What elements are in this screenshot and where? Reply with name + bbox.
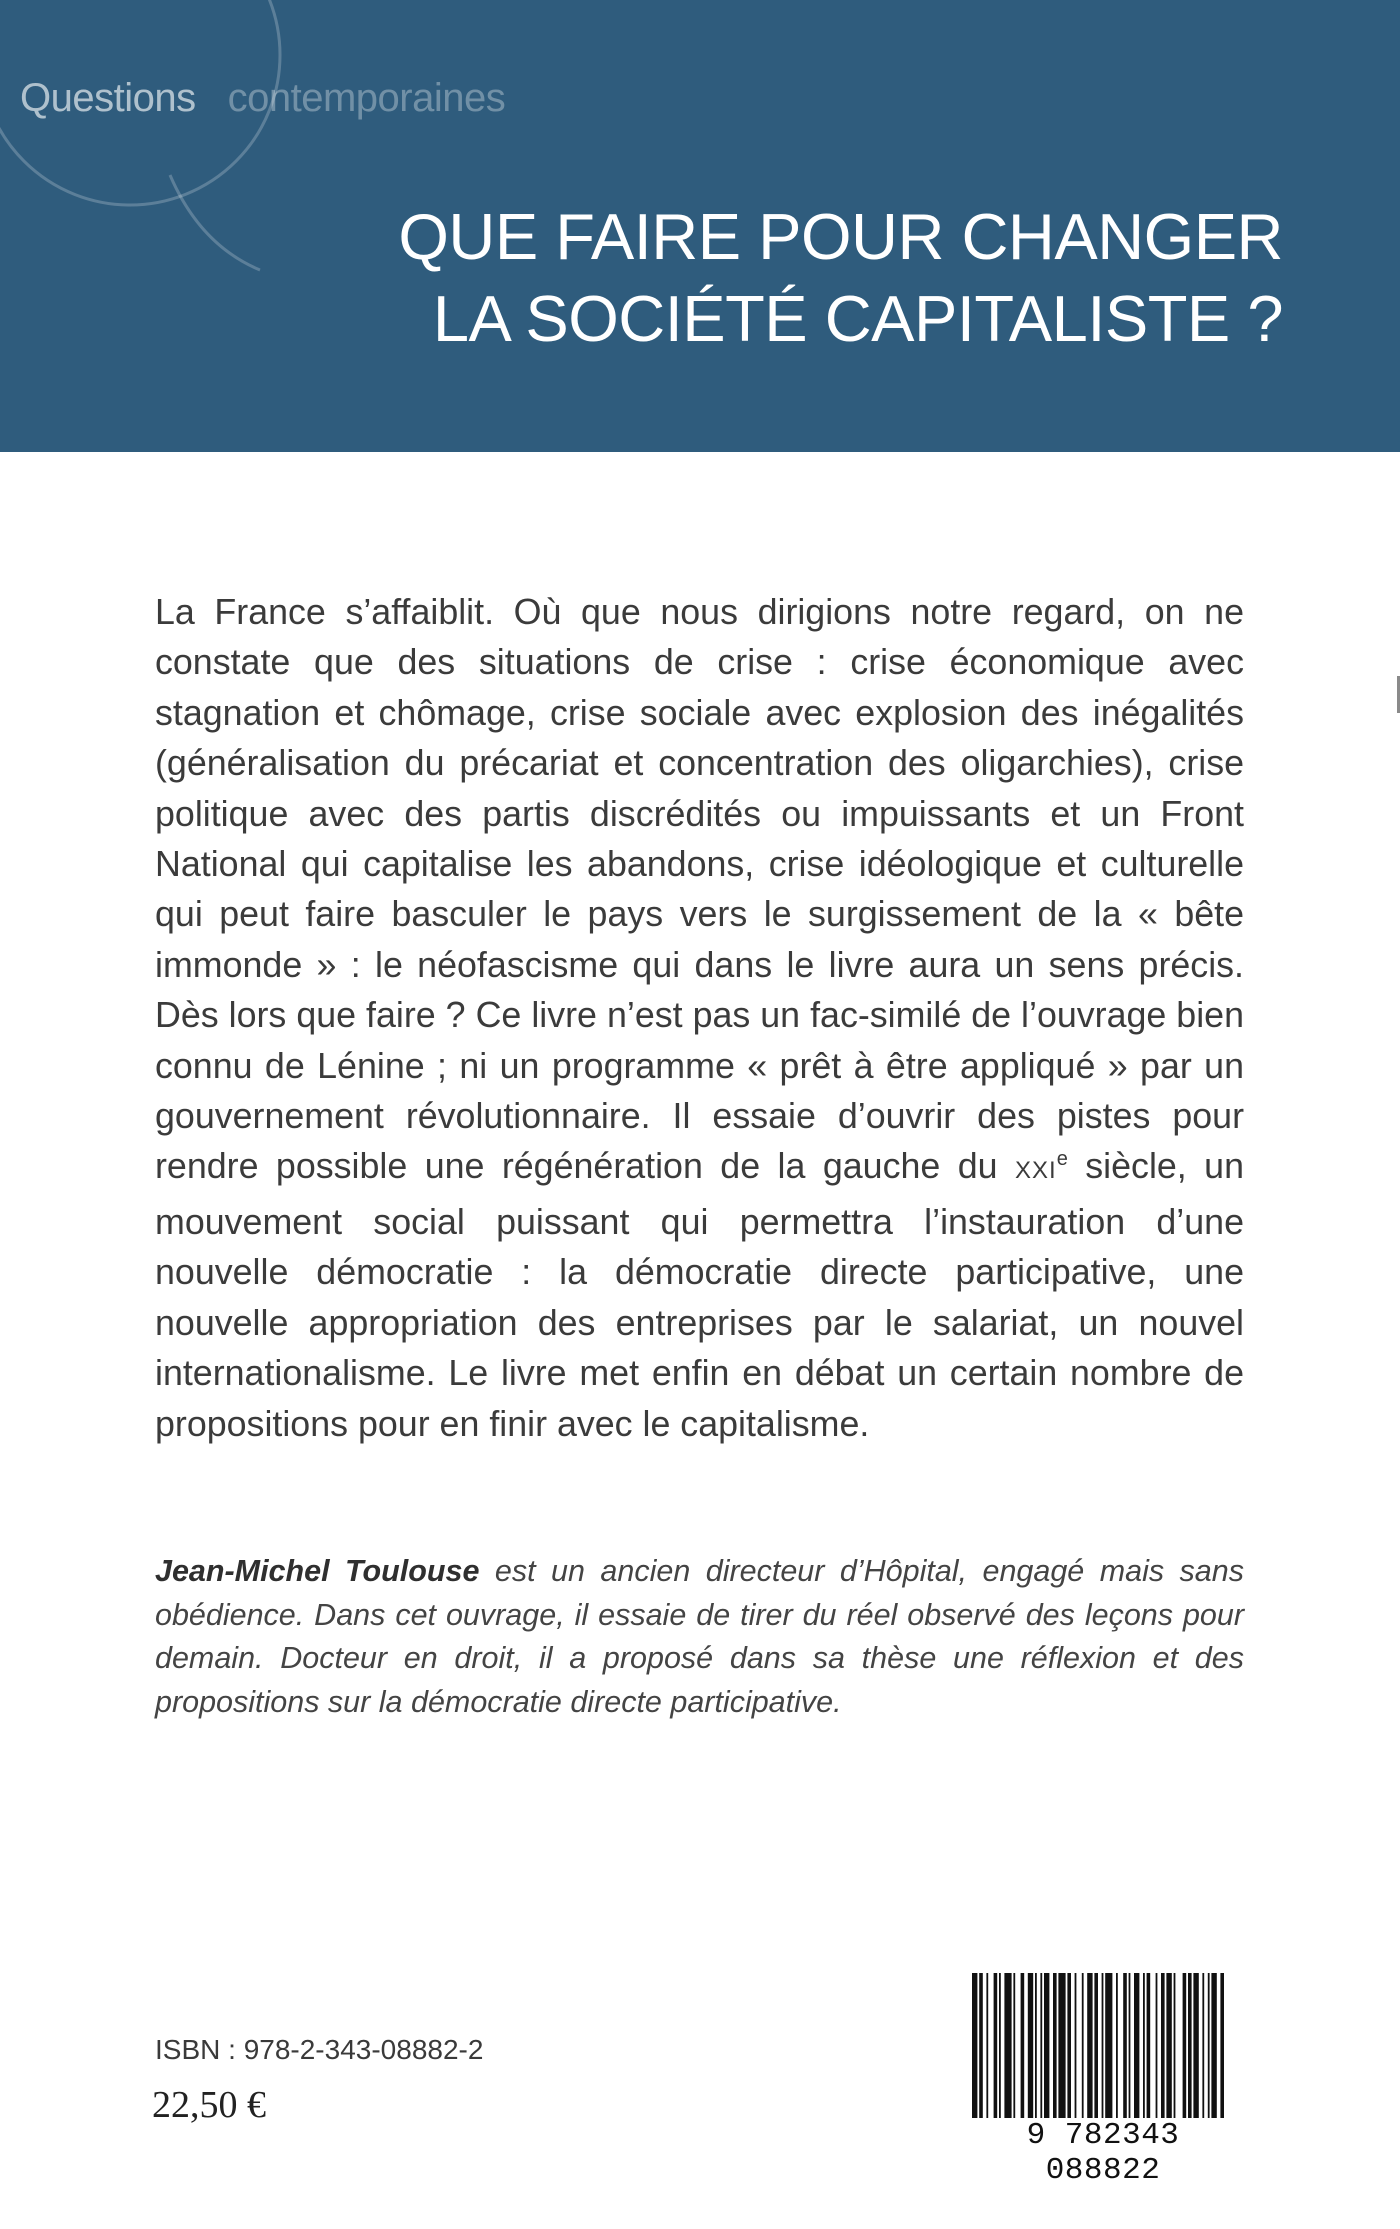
- isbn: ISBN : 978-2-343-08882-2: [155, 2034, 484, 2065]
- author-bio: [155, 1550, 1244, 1724]
- q-logo-icon: [0, 0, 300, 285]
- price: 22,50 €: [152, 2084, 266, 2126]
- summary-text-part-1: La France s’affaiblit. Où que nous dirigions notre regard, on ne constate que des situations de crise : crise économique avec stagnation et chômage, crise sociale avec explosion des inégalités (généralisation du précariat et concentration des oligarchies), crise politique avec des partis discrédités ou impuissants et un Front National qui capitalise les abandons, crise idéologique et culturelle qui peut faire basculer le pays vers le surgissement de la « bête immonde » : le néofascisme qui dans le livre aura un sens précis. Dès lors que faire ? Ce livre n’est pas un fac-similé de l’ouvrage bien connu de Lénine ; ni un programme « prêt à être appliqué » par un gouvernement révolutionnaire. Il essaie d’ouvrir des pistes pour rendre possible une régénération de la gauche du: [155, 592, 1244, 1187]
- century-suffix: e: [1056, 1148, 1068, 1171]
- series-word-questions: Questions: [20, 76, 196, 120]
- author-name: Jean-Michel Toulouse: [155, 1554, 480, 1588]
- author-bio-text: est un ancien directeur d’Hôpital, engagé mais sans obédience. Dans cet ouvrage, il essaie de tirer du réel observé des leçons pour demain. Docteur en droit, il a proposé dans sa thèse une réflexion et des propositions sur la démocratie directe participative.: [155, 1554, 1244, 1719]
- series-name: [20, 76, 505, 121]
- cover-header-band: [0, 0, 1400, 452]
- summary-text-part-2: siècle, un mouvement social puissant qui permettra l’instauration d’une nouvelle démocratie : la démocratie directe participative, une nouvelle appropriation des entreprises par le salariat, un nouvel internationalisme. Le livre met enfin en débat un certain nombre de propositions pour en finir avec le capitalisme.: [155, 1146, 1245, 1444]
- book-title: [398, 196, 1283, 360]
- century-numeral: XXI: [1015, 1157, 1057, 1185]
- book-title-line-1: QUE FAIRE POUR CHANGER: [398, 200, 1283, 273]
- book-summary: [155, 587, 1244, 1449]
- book-title-line-2: LA SOCIÉTÉ CAPITALISTE ?: [432, 282, 1283, 355]
- barcode-digits: 9 782343 088822: [968, 2118, 1238, 2188]
- series-word-contemporaines: contemporaines: [227, 76, 506, 120]
